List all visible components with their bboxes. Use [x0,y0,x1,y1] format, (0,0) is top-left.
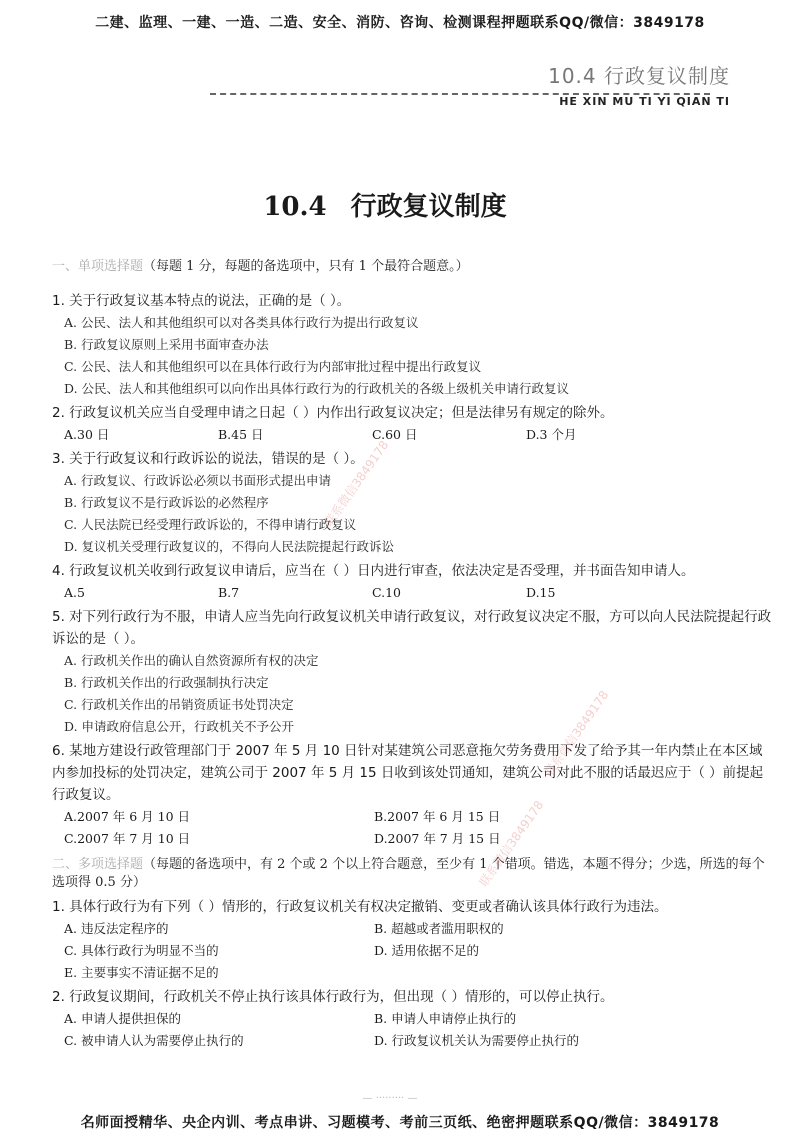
section-heading-single [52,258,772,276]
option: B.45 日 [218,427,264,442]
option: A. 公民、法人和其他组织可以对各类具体行政行为提出行政复议 [64,315,419,330]
watermark: 联系微信3849178 [541,688,612,780]
top-banner: 二建、监理、一建、一造、二造、安全、消防、咨询、检测课程押题联系QQ/微信：3849178 [95,15,705,31]
option: D.15 [526,585,556,600]
header-divider [210,93,710,95]
option: D. 申请政府信息公开，行政机关不予公开 [64,719,295,734]
section-label: 一、单项选择题 [52,259,144,274]
page-title-text: 行政复议制度 [350,192,507,222]
option-row [64,1008,772,1030]
question: 2. 行政复议期间，行政机关不停止执行该具体行政行为，但出现（ ）情形的，可以停止执行。 [52,989,614,1005]
option-row [64,962,772,984]
option: A. 行政机关作出的确认自然资源所有权的决定 [64,653,319,668]
option: A. 申请人提供担保的 [64,1011,181,1026]
option: D.3 个月 [526,427,577,442]
option: C.2007 年 7 月 10 日 [64,831,191,846]
option: D. 复议机关受理行政复议的，不得向人民法院提起行政诉讼 [64,539,395,554]
question: 4. 行政复议机关收到行政复议申请后，应当在（ ）日内进行审查，依法决定是否受理，并书面告知申请人。 [52,563,695,579]
option: A. 行政复议、行政诉讼必须以书面形式提出申请 [64,473,331,488]
running-header-title: 10.4 行政复议制度 [548,64,730,88]
option: B. 申请人申请停止执行的 [374,1011,517,1026]
watermark: 联系微信3849178 [321,438,392,530]
question: 1. 关于行政复议基本特点的说法，正确的是（ ）。 [52,293,351,309]
option: C.60 日 [372,427,418,442]
option: D. 适用依据不足的 [374,943,480,958]
option: C.10 [372,585,401,600]
option: A.2007 年 6 月 10 日 [64,809,191,824]
page-footer-mark: — ········· — [362,1093,418,1104]
option-row [64,806,772,828]
option: B. 行政复议不是行政诉讼的必然程序 [64,495,269,510]
option-row [64,582,772,604]
question: 5. 对下列行政行为不服，申请人应当先向行政复议机关申请行政复议，对行政复议决定不服，方可以向人民法院提起行政诉讼的是（ ）。 [52,609,772,647]
option-row [64,828,772,850]
option: C. 被申请人认为需要停止执行的 [64,1033,244,1048]
option: D. 行政复议机关认为需要停止执行的 [374,1033,580,1048]
option-row [64,918,772,940]
option: B. 行政复议原则上采用书面审查办法 [64,337,269,352]
option: C. 具体行政行为明显不当的 [64,943,219,958]
option: B.2007 年 6 月 15 日 [374,809,501,824]
page-title-number: 10.4 [263,192,327,222]
option: B. 超越或者滥用职权的 [374,921,504,936]
section-label: 二、多项选择题 [52,857,144,872]
question: 6. 某地方建设行政管理部门于 2007 年 5 月 10 日针对某建筑公司恶意拖欠劳务费用下发了给予其一年内禁止在本区域内参加投标的处罚决定，建筑公司于 2007 年 5 月 15 日收到该处罚通知，建筑公司对此不服的话最迟应于（ ）前提起行政复议。 [52,743,764,803]
bottom-banner: 名师面授精华、央企内训、考点串讲、习题模考、考前三页纸、绝密押题联系QQ/微信：3849178 [80,1115,720,1131]
option-row [64,940,772,962]
option: C. 行政机关作出的吊销资质证书处罚决定 [64,697,294,712]
question: 1. 具体行政行为有下列（ ）情形的，行政复议机关有权决定撤销、变更或者确认该具体行政行为违法。 [52,899,668,915]
option: A.5 [64,585,85,600]
option-row [64,1030,772,1052]
option: B. 行政机关作出的行政强制执行决定 [64,675,269,690]
section-heading-multiple [52,856,772,892]
option: B.7 [218,585,240,600]
option: E. 主要事实不清证据不足的 [64,965,219,980]
question: 2. 行政复议机关应当自受理申请之日起（ ）内作出行政复议决定；但是法律另有规定的除外。 [52,405,614,421]
option: C. 公民、法人和其他组织可以在具体行政行为内部审批过程中提出行政复议 [64,359,482,374]
option: D.2007 年 7 月 15 日 [374,831,501,846]
option: C. 人民法院已经受理行政诉讼的，不得申请行政复议 [64,517,357,532]
section-note: （每题的备选项中，有 2 个或 2 个以上符合题意，至少有 1 个错项。错选，本题不得分；少选，所选的每个选项得 0.5 分） [52,857,765,890]
question-content [52,258,772,1052]
section-note: （每题 1 分，每题的备选项中，只有 1 个最符合题意。） [143,259,469,274]
option: A. 违反法定程序的 [64,921,169,936]
option-row [64,424,772,446]
option: D. 公民、法人和其他组织可以向作出具体行政行为的行政机关的各级上级机关申请行政复议 [64,381,570,396]
running-header [548,60,730,108]
watermark: 联系微信3849178 [476,798,547,890]
page-title [0,186,770,223]
option: A.30 日 [64,427,110,442]
question: 3. 关于行政复议和行政诉讼的说法，错误的是（ ）。 [52,451,364,467]
running-header-subtitle: HE XIN MU TI YI QIAN TI [559,95,730,108]
